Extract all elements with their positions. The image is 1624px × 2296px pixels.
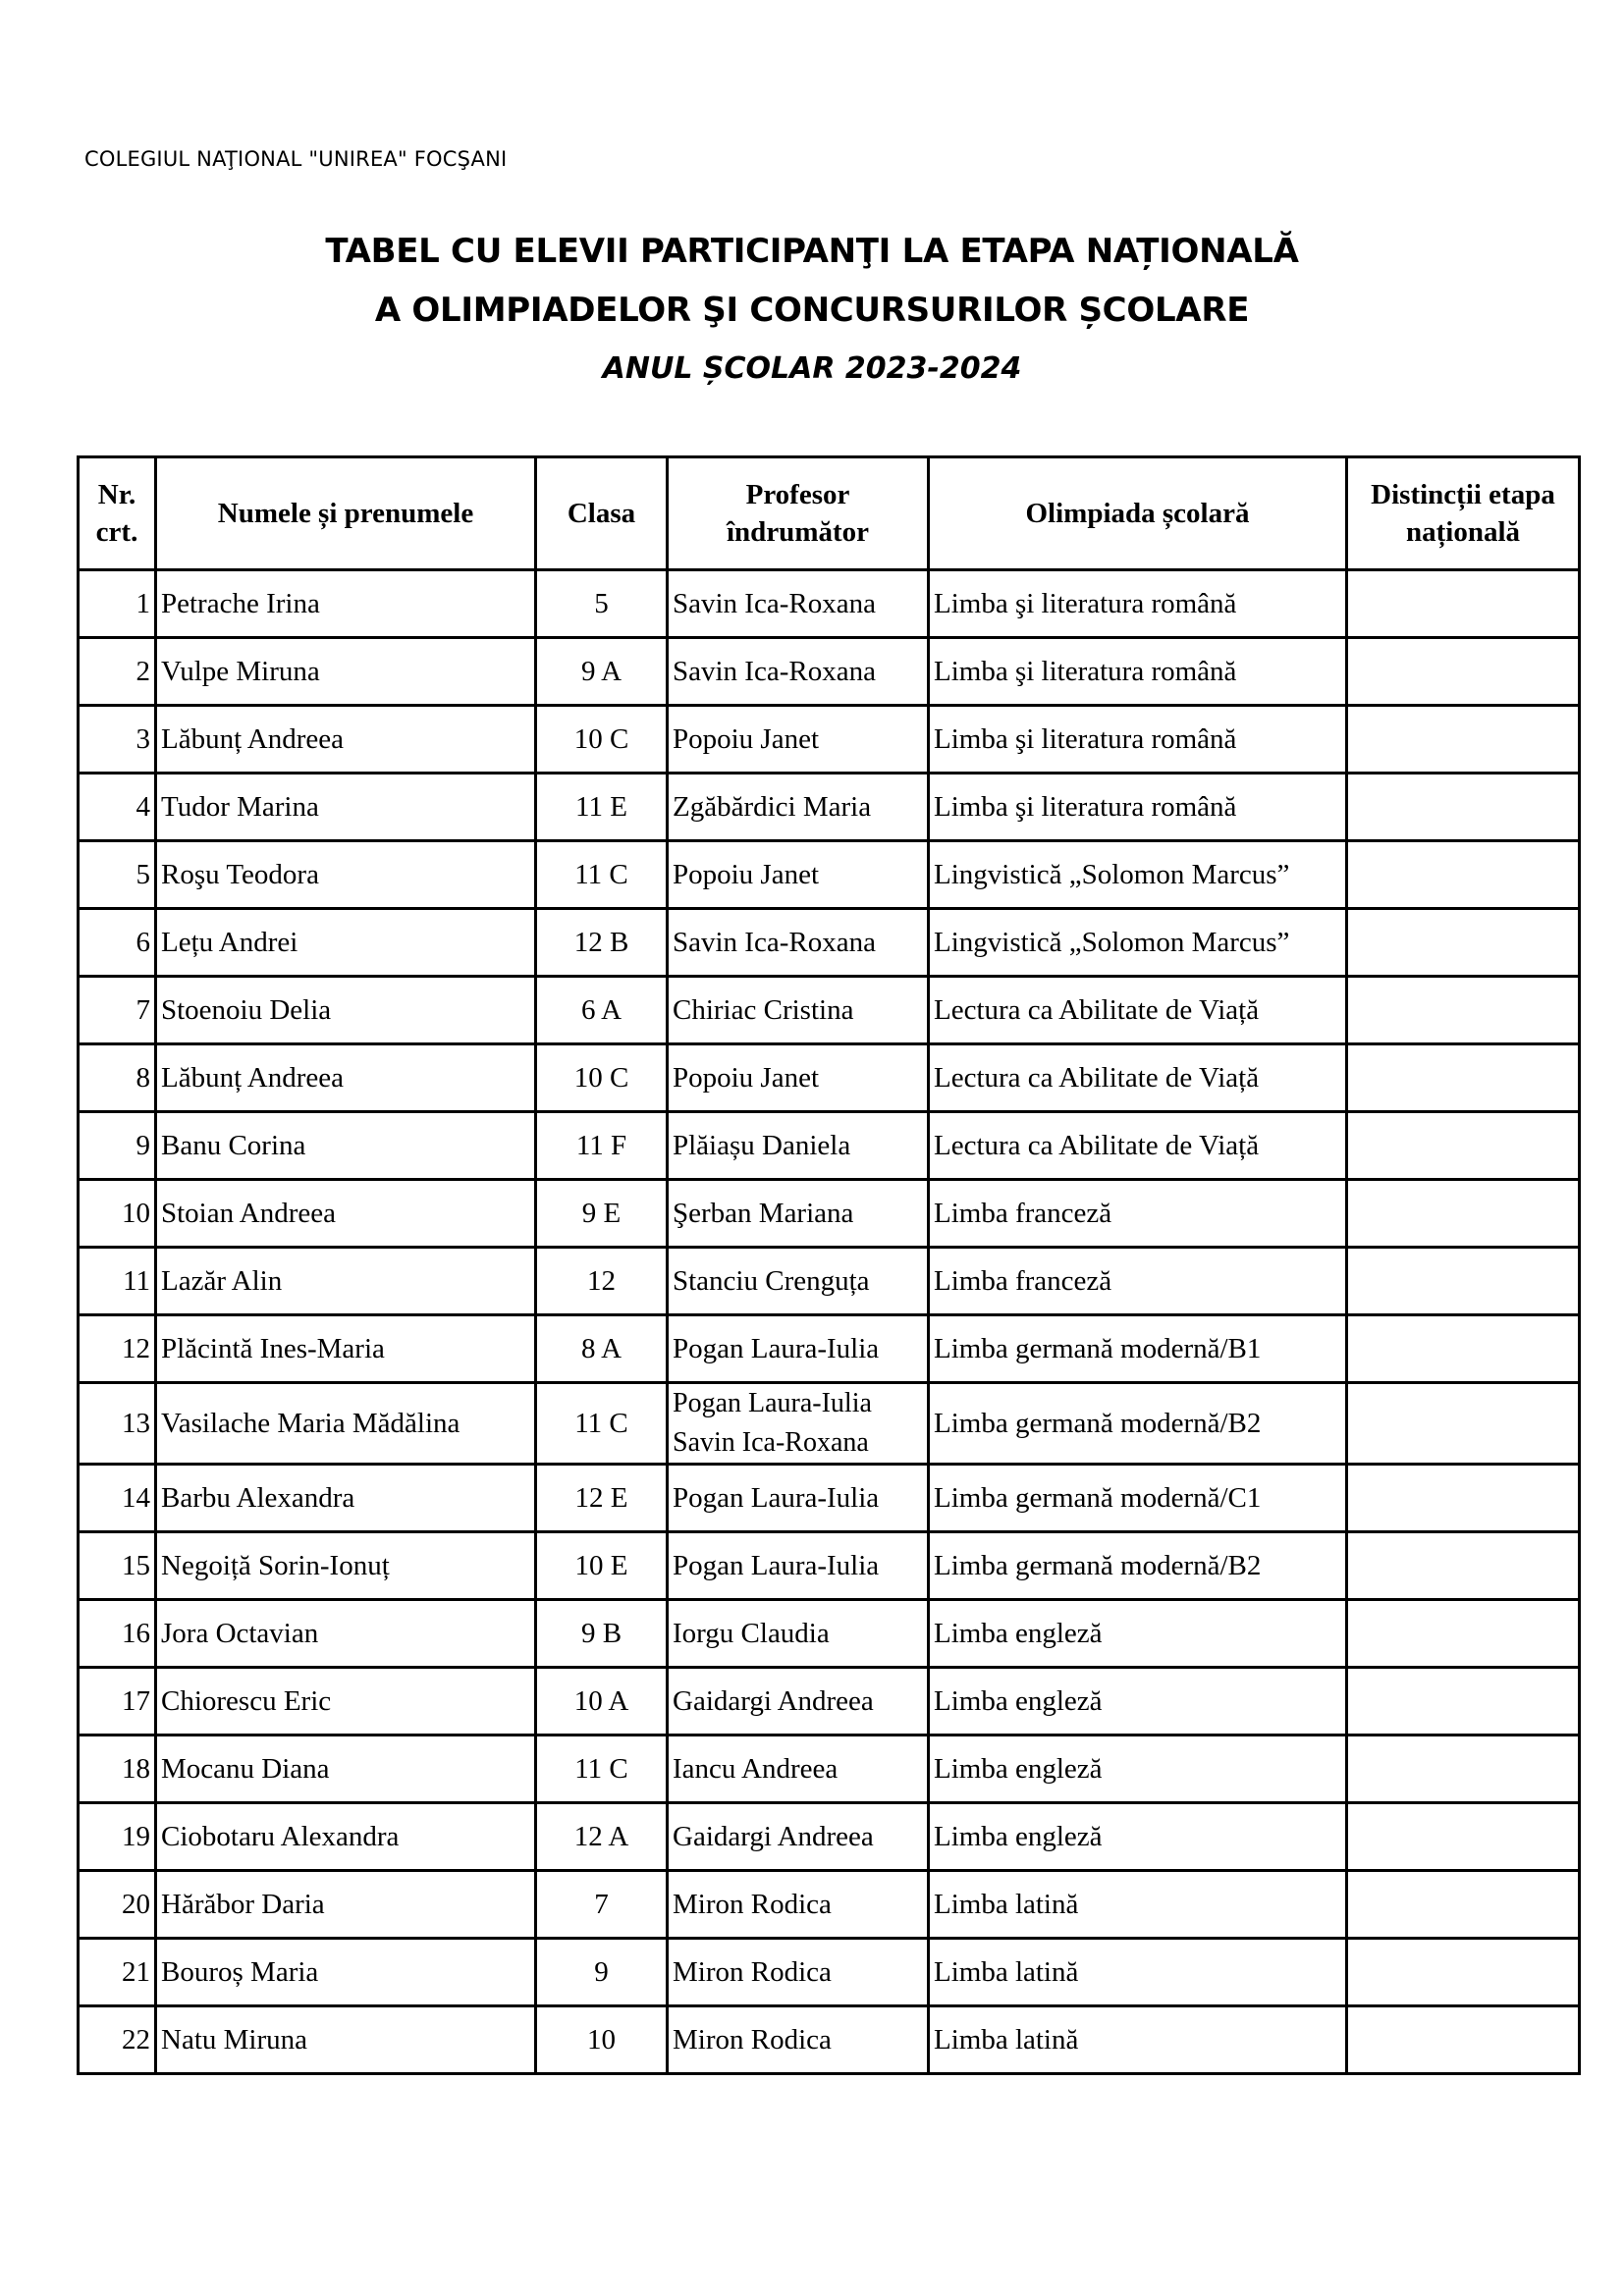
class-cell: 8 A	[536, 1315, 668, 1383]
distinction-cell	[1347, 1871, 1580, 1939]
olympiad-cell: Limba şi literatura română	[929, 638, 1347, 706]
olympiad-cell: Limba şi literatura română	[929, 706, 1347, 774]
teacher-cell	[668, 1112, 929, 1180]
student-name: Lețu Andrei	[156, 909, 536, 977]
row-number: 18	[79, 1735, 156, 1803]
teacher-name: Chiriac Cristina	[673, 994, 854, 1026]
row-number: 16	[79, 1600, 156, 1668]
table-row	[79, 1248, 1580, 1315]
distinction-cell	[1347, 909, 1580, 977]
school-name: COLEGIUL NAŢIONAL "UNIREA" FOCŞANI	[84, 147, 508, 171]
student-name: Banu Corina	[156, 1112, 536, 1180]
teacher-name: Zgăbărdici Maria	[673, 791, 872, 823]
class-cell: 11 E	[536, 774, 668, 841]
class-cell: 10 E	[536, 1532, 668, 1600]
teacher-cell	[668, 977, 929, 1044]
olympiad-cell: Limba engleză	[929, 1600, 1347, 1668]
olympiad-cell: Limba latină	[929, 1939, 1347, 2006]
teacher-cell	[668, 638, 929, 706]
distinction-cell	[1347, 1180, 1580, 1248]
olympiad-cell: Limba germană modernă/B1	[929, 1315, 1347, 1383]
table-row	[79, 1315, 1580, 1383]
table-body	[79, 570, 1580, 2074]
row-number: 5	[79, 841, 156, 909]
class-cell: 10	[536, 2006, 668, 2074]
table-row	[79, 1803, 1580, 1871]
teacher-cell	[668, 841, 929, 909]
teacher-cell	[668, 1871, 929, 1939]
table-row	[79, 706, 1580, 774]
class-cell: 11 C	[536, 1383, 668, 1465]
student-name: Bouroș Maria	[156, 1939, 536, 2006]
distinction-cell	[1347, 570, 1580, 638]
teacher-cell	[668, 1532, 929, 1600]
teacher-cell	[668, 706, 929, 774]
student-name: Negoiță Sorin-Ionuț	[156, 1532, 536, 1600]
olympiad-cell: Lectura ca Abilitate de Viață	[929, 1044, 1347, 1112]
table-row	[79, 1871, 1580, 1939]
student-name: Plăcintă Ines-Maria	[156, 1315, 536, 1383]
olympiad-cell: Limba germană modernă/B2	[929, 1383, 1347, 1465]
distinction-cell	[1347, 1315, 1580, 1383]
table-row	[79, 1383, 1580, 1465]
olympiad-cell: Lectura ca Abilitate de Viață	[929, 977, 1347, 1044]
teacher-cell	[668, 1668, 929, 1735]
distinction-cell	[1347, 1248, 1580, 1315]
row-number: 8	[79, 1044, 156, 1112]
table-header	[79, 457, 1580, 570]
teacher-name: Gaidargi Andreea	[673, 1685, 874, 1717]
teacher-name: Pogan Laura-Iulia	[673, 1388, 872, 1418]
table-row	[79, 1532, 1580, 1600]
olympiad-cell: Limba engleză	[929, 1735, 1347, 1803]
table-row	[79, 1112, 1580, 1180]
table-row	[79, 1600, 1580, 1668]
olympiad-cell: Limba şi literatura română	[929, 570, 1347, 638]
distinction-cell	[1347, 1939, 1580, 2006]
class-cell: 11 F	[536, 1112, 668, 1180]
student-name: Chiorescu Eric	[156, 1668, 536, 1735]
class-cell: 12	[536, 1248, 668, 1315]
table-row	[79, 841, 1580, 909]
class-cell: 12 A	[536, 1803, 668, 1871]
class-cell: 7	[536, 1871, 668, 1939]
distinction-cell	[1347, 841, 1580, 909]
distinction-cell	[1347, 1112, 1580, 1180]
class-cell: 9 B	[536, 1600, 668, 1668]
teacher-name: Popoiu Janet	[673, 1062, 820, 1094]
teacher-name: Savin Ica-Roxana	[673, 927, 876, 958]
row-number: 6	[79, 909, 156, 977]
distinction-cell	[1347, 2006, 1580, 2074]
teacher-cell	[668, 1044, 929, 1112]
student-name: Roşu Teodora	[156, 841, 536, 909]
distinction-cell	[1347, 1383, 1580, 1465]
column-header-olympiad: Olimpiada școlară	[929, 457, 1347, 570]
table-row	[79, 774, 1580, 841]
olympiad-cell: Lingvistică „Solomon Marcus”	[929, 909, 1347, 977]
olympiad-cell: Limba latină	[929, 1871, 1347, 1939]
row-number: 20	[79, 1871, 156, 1939]
class-cell: 11 C	[536, 841, 668, 909]
student-name: Vulpe Miruna	[156, 638, 536, 706]
olympiad-cell: Lectura ca Abilitate de Viață	[929, 1112, 1347, 1180]
distinction-cell	[1347, 1532, 1580, 1600]
table-row	[79, 1465, 1580, 1532]
row-number: 4	[79, 774, 156, 841]
document-title-line-1: TABEL CU ELEVII PARTICIPANŢI LA ETAPA NAȚIONALĂ	[325, 232, 1299, 271]
distinction-cell	[1347, 638, 1580, 706]
class-cell: 10 C	[536, 1044, 668, 1112]
teacher-name: Popoiu Janet	[673, 723, 820, 755]
teacher-name: Popoiu Janet	[673, 859, 820, 890]
teacher-name: Miron Rodica	[673, 2024, 832, 2056]
distinction-cell	[1347, 1465, 1580, 1532]
row-number: 17	[79, 1668, 156, 1735]
row-number: 1	[79, 570, 156, 638]
teacher-cell	[668, 1600, 929, 1668]
student-name: Stoenoiu Delia	[156, 977, 536, 1044]
class-cell: 12 E	[536, 1465, 668, 1532]
teacher-name: Plăiașu Daniela	[673, 1130, 851, 1161]
distinction-cell	[1347, 1735, 1580, 1803]
class-cell: 9 A	[536, 638, 668, 706]
olympiad-cell: Limba latină	[929, 2006, 1347, 2074]
table-row	[79, 638, 1580, 706]
olympiad-cell: Limba engleză	[929, 1803, 1347, 1871]
teacher-cell	[668, 909, 929, 977]
teacher-name: Savin Ica-Roxana	[673, 1427, 869, 1458]
distinction-cell	[1347, 1600, 1580, 1668]
teacher-cell	[668, 1315, 929, 1383]
student-name: Natu Miruna	[156, 2006, 536, 2074]
olympiad-cell: Limba germană modernă/C1	[929, 1465, 1347, 1532]
student-name: Hărăbor Daria	[156, 1871, 536, 1939]
class-cell: 11 C	[536, 1735, 668, 1803]
teacher-cell	[668, 1383, 929, 1465]
row-number: 14	[79, 1465, 156, 1532]
teacher-cell	[668, 774, 929, 841]
teacher-cell	[668, 1735, 929, 1803]
row-number: 10	[79, 1180, 156, 1248]
student-name: Lăbunț Andreea	[156, 1044, 536, 1112]
distinction-cell	[1347, 977, 1580, 1044]
column-header-name: Numele și prenumele	[156, 457, 536, 570]
student-name: Vasilache Maria Mădălina	[156, 1383, 536, 1465]
olympiad-cell: Lingvistică „Solomon Marcus”	[929, 841, 1347, 909]
table-row	[79, 1735, 1580, 1803]
table-row	[79, 1044, 1580, 1112]
row-number: 3	[79, 706, 156, 774]
class-cell: 10 C	[536, 706, 668, 774]
olympiad-cell: Limba franceză	[929, 1248, 1347, 1315]
class-cell: 5	[536, 570, 668, 638]
header-row	[79, 457, 1580, 570]
distinction-cell	[1347, 1803, 1580, 1871]
column-header-class: Clasa	[536, 457, 668, 570]
document-title-line-2: A OLIMPIADELOR ŞI CONCURSURILOR ȘCOLARE	[374, 291, 1250, 330]
teacher-name: Stanciu Crenguța	[673, 1265, 870, 1297]
teacher-name: Miron Rodica	[673, 1956, 832, 1988]
distinction-cell	[1347, 774, 1580, 841]
teacher-name: Miron Rodica	[673, 1889, 832, 1920]
teacher-name: Pogan Laura-Iulia	[673, 1550, 880, 1581]
class-cell: 9	[536, 1939, 668, 2006]
student-name: Ciobotaru Alexandra	[156, 1803, 536, 1871]
student-name: Tudor Marina	[156, 774, 536, 841]
row-number: 11	[79, 1248, 156, 1315]
table-row	[79, 570, 1580, 638]
row-number: 13	[79, 1383, 156, 1465]
row-number: 2	[79, 638, 156, 706]
table-row	[79, 1939, 1580, 2006]
class-cell: 6 A	[536, 977, 668, 1044]
distinction-cell	[1347, 1668, 1580, 1735]
teacher-cell	[668, 570, 929, 638]
teacher-name: Savin Ica-Roxana	[673, 588, 876, 619]
student-name: Lăbunț Andreea	[156, 706, 536, 774]
olympiad-cell: Limba şi literatura română	[929, 774, 1347, 841]
table-row	[79, 1668, 1580, 1735]
participants-table	[77, 455, 1581, 2075]
student-name: Barbu Alexandra	[156, 1465, 536, 1532]
teacher-name: Pogan Laura-Iulia	[673, 1482, 880, 1514]
olympiad-cell: Limba germană modernă/B2	[929, 1532, 1347, 1600]
column-header-nr: Nr. crt.	[79, 457, 156, 570]
column-header-teacher: Profesor îndrumător	[668, 457, 929, 570]
distinction-cell	[1347, 706, 1580, 774]
teacher-cell	[668, 2006, 929, 2074]
student-name: Mocanu Diana	[156, 1735, 536, 1803]
class-cell: 10 A	[536, 1668, 668, 1735]
teacher-cell	[668, 1465, 929, 1532]
teacher-name: Iancu Andreea	[673, 1753, 839, 1785]
student-name: Stoian Andreea	[156, 1180, 536, 1248]
row-number: 9	[79, 1112, 156, 1180]
teacher-name: Pogan Laura-Iulia	[673, 1333, 880, 1364]
teacher-cell	[668, 1180, 929, 1248]
school-year-subtitle: ANUL ȘCOLAR 2023-2024	[602, 351, 1022, 386]
column-header-distinction: Distincții etapa națională	[1347, 457, 1580, 570]
teacher-cell	[668, 1803, 929, 1871]
row-number: 15	[79, 1532, 156, 1600]
student-name: Jora Octavian	[156, 1600, 536, 1668]
distinction-cell	[1347, 1044, 1580, 1112]
olympiad-cell: Limba engleză	[929, 1668, 1347, 1735]
teacher-name: Şerban Mariana	[673, 1198, 854, 1229]
teacher-name: Gaidargi Andreea	[673, 1821, 874, 1852]
teacher-name: Savin Ica-Roxana	[673, 656, 876, 687]
row-number: 22	[79, 2006, 156, 2074]
row-number: 19	[79, 1803, 156, 1871]
teacher-name: Iorgu Claudia	[673, 1618, 830, 1649]
olympiad-cell: Limba franceză	[929, 1180, 1347, 1248]
student-name: Lazăr Alin	[156, 1248, 536, 1315]
table-row	[79, 1180, 1580, 1248]
table-row	[79, 2006, 1580, 2074]
row-number: 7	[79, 977, 156, 1044]
table-row	[79, 977, 1580, 1044]
teacher-cell	[668, 1939, 929, 2006]
row-number: 21	[79, 1939, 156, 2006]
teacher-cell	[668, 1248, 929, 1315]
student-name: Petrache Irina	[156, 570, 536, 638]
class-cell: 12 B	[536, 909, 668, 977]
row-number: 12	[79, 1315, 156, 1383]
class-cell: 9 E	[536, 1180, 668, 1248]
table-row	[79, 909, 1580, 977]
